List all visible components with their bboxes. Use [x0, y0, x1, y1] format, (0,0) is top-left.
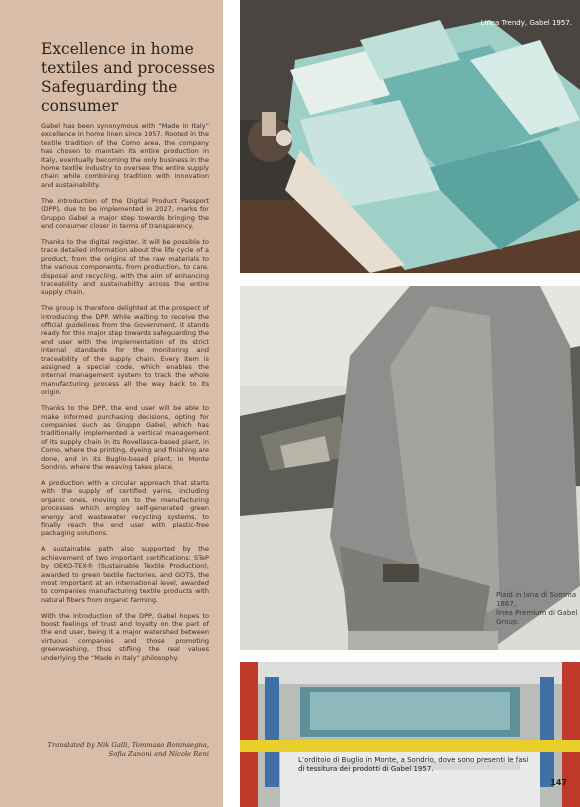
article-title [41, 40, 216, 116]
article-sidebar [0, 0, 223, 807]
title-line: Safeguarding the consumer [41, 78, 178, 115]
paragraph: A sustainable path also supported by the achievement of two important certifications: STeP by OEKO-TEX® (Sustainable Textile Production), awarded to green textile factories, and GOTS, the most important at an international level, awarded to companies manufacturing textile products with natural fibers from organic farming. [41, 545, 209, 604]
translation-credits [41, 741, 209, 759]
paragraph: Thanks to the DPP, the end user will be able to make informed purchasing decisions, opting for companies such as Gruppo Gabel, which has traditionally implemented a vertical management of its supply chain in its Rovellasca-based plant, in Como, where the printing, dyeing and finishing are done, and in its Buglio-based plant, in Monte Sondrio, where the weaving takes place. [41, 404, 209, 472]
paragraph: The group is therefore delighted at the prospect of introducing the DPP. While waiting to receive the official guidelines from the Government, it stands ready for this major step towards safeguarding the end user with the implementation of its strict internal standards for the monitoring and traceability of the supply chain. Every item is assigned a special code, which enables the internal management system to track the whole manufacturing process all the way back to its origin. [41, 304, 209, 397]
paragraph: A production with a circular approach that starts with the supply of certified yarns, including organic ones, moving on to the manufacturing processes which employ self-generated green energy and wastewater recycling systems, to finally reach the end user with plastic-free packaging solutions. [41, 478, 209, 538]
credits-line: Sofia Zanoni and Nicole Reni [108, 750, 209, 758]
paragraph: The introduction of the Digital Product Passport (DPP), due to be implemented in 2027, marks for Gruppo Gabel a major step towards bringing the end consumer closer in terms of transparency. [41, 196, 209, 230]
loom-photo [240, 662, 580, 807]
caption-line: L’orditoio di Buglio in Monte, a Sondrio, dove sono presenti le fasi [298, 756, 529, 764]
photo-caption [298, 756, 528, 774]
page-number: 147 [550, 778, 567, 787]
title-line: textiles and processes [41, 59, 215, 77]
article-body [41, 122, 209, 670]
photo-caption [496, 591, 580, 627]
bedding-photo [240, 0, 580, 273]
loom-illustration [240, 662, 580, 807]
photo-caption [480, 19, 572, 28]
paragraph: Gabel has been synonymous with “Made in Italy” excellence in home linen since 1957. Rooted in the textile tradition of the Como area, the company has chosen to maintain its entire production in Italy, eventually becoming the only business in the home textile industry to oversee the entire supply chain while combining tradition with innovation and sustainability. [41, 122, 209, 189]
caption-line: Plaid in lana di Somma 1867, [496, 591, 577, 608]
caption-line: linea Premium di Gabel Group. [496, 609, 578, 626]
paragraph: Thanks to the digital register, it will be possible to trace detailed information about the life cycle of a product, from the origins of the raw materials to the various components, from production, to care, disposal and recycling, with the aim of enhancing traceability and sustainability across the entire supply chain. [41, 237, 209, 297]
throw-photo [240, 286, 580, 650]
title-line: Excellence in home [41, 40, 194, 58]
caption-line: Linea Trendy, Gabel 1957. [480, 19, 572, 27]
caption-line: di tessitura dei prodotti di Gabel 1957. [298, 765, 434, 773]
bedding-illustration [240, 0, 580, 273]
credits-line: Translated by Nik Galli, Tommaso Boninsegna, [47, 741, 209, 749]
paragraph: With the introduction of the DPP, Gabel hopes to boost feelings of trust and loyalty on the part of the end user, being it a major watershed between virtuous companies and those promoting greenwashing, thus stifling the real values underlying the “Made in Italy” philosophy. [41, 611, 209, 662]
